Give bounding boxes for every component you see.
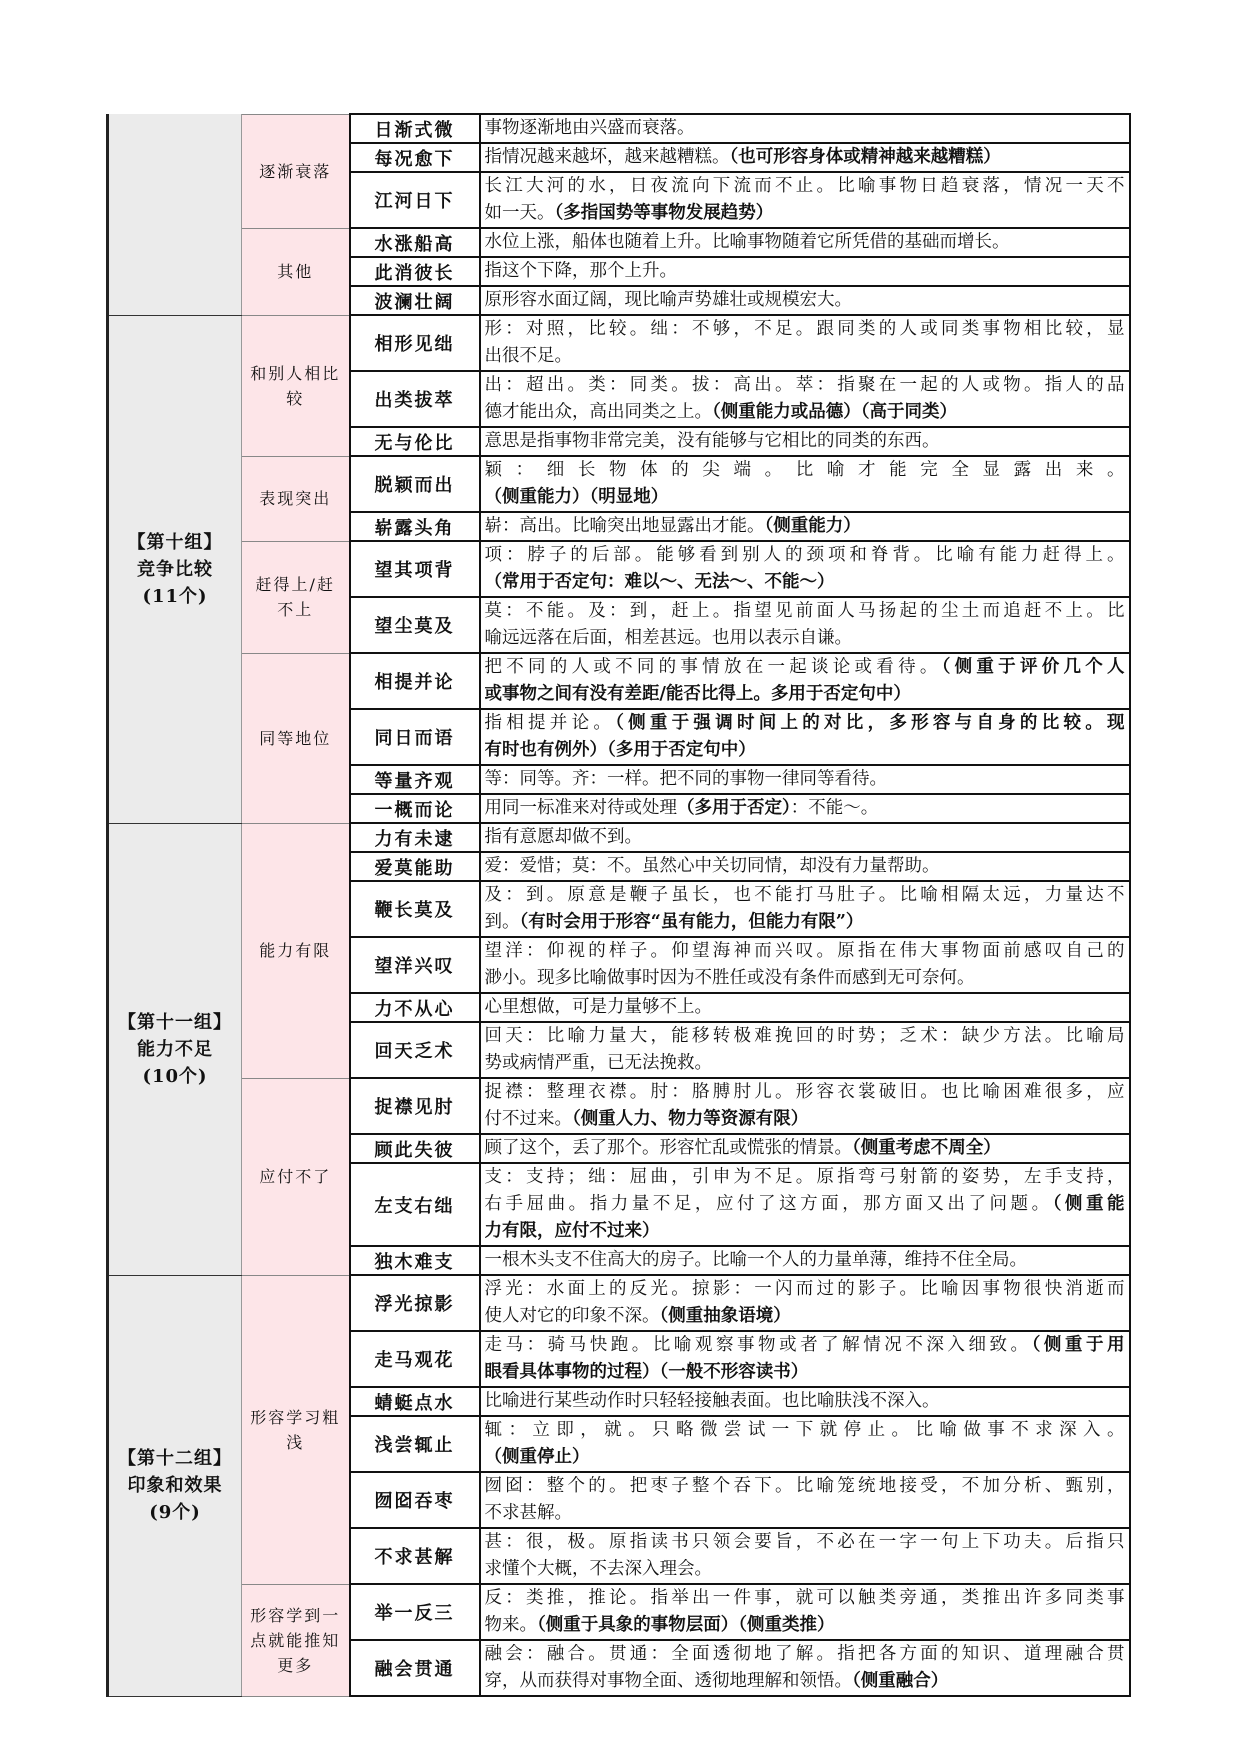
definition-line bbox=[485, 938, 1125, 965]
definition-line bbox=[485, 598, 1125, 625]
definition-cell bbox=[480, 993, 1130, 1022]
note-text: （侧重能力） bbox=[764, 516, 861, 536]
idiom-cell: 波澜壮阔 bbox=[350, 286, 480, 315]
definition-line bbox=[485, 372, 1125, 399]
definition-text: 水位上涨，船体也随着上升。比喻事物随着它所凭借的基础而增长。 bbox=[484, 232, 1010, 252]
table-row bbox=[108, 1584, 1130, 1640]
definition-cell bbox=[480, 1078, 1130, 1134]
definition-text: 莫：不能。及：到，赶上。指望见前面人马扬起的尘土而追赶不上。比 bbox=[484, 601, 1125, 621]
definition-text: 融会：融合。贯通：全面透彻地了解。指把各方面的知识、道理融合贯 bbox=[484, 1644, 1125, 1664]
definition-cell bbox=[480, 228, 1130, 257]
idiom-cell: 相提并论 bbox=[350, 653, 480, 709]
definition-line bbox=[485, 824, 1125, 851]
definition-text: 一根木头支不住高大的房子。比喻一个人的力量单薄，维持不住全局。 bbox=[484, 1250, 1027, 1270]
definition-text: 指相提并论。 bbox=[484, 713, 616, 733]
definition-text: 囫囵：整个的。把枣子整个吞下。比喻笼统地接受，不加分析、甄别， bbox=[484, 1476, 1125, 1496]
definition-text: 指这个下降，那个上升。 bbox=[484, 261, 677, 281]
definition-line bbox=[485, 1303, 1125, 1330]
definition-text: 渺小。现多比喻做事时因为不胜任或没有条件而感到无可奈何。 bbox=[484, 968, 975, 988]
definition-line bbox=[485, 1612, 1125, 1639]
idiom-cell: 走马观花 bbox=[350, 1331, 480, 1387]
definition-line bbox=[485, 1556, 1125, 1583]
definition-cell bbox=[480, 456, 1130, 512]
definition-text: ：不能～。 bbox=[790, 798, 879, 818]
idiom-cell: 不求甚解 bbox=[350, 1528, 480, 1584]
idiom-cell: 举一反三 bbox=[350, 1584, 480, 1640]
definition-line bbox=[485, 1247, 1125, 1274]
definition-line bbox=[485, 1585, 1125, 1612]
note-text: （侧重融合） bbox=[852, 1671, 949, 1691]
group-label-line: 印象和效果 bbox=[127, 1475, 223, 1496]
definition-text: 到。 bbox=[484, 912, 520, 932]
note-text: （侧重能力）（明显地） bbox=[484, 487, 669, 507]
definition-text: 求懂个大概，不去深入理会。 bbox=[484, 1559, 712, 1579]
subcategory-cell: 能力有限 bbox=[242, 823, 350, 1078]
note-text: （侧重于强调时间上的对比，多形容与自身的比较。现 bbox=[615, 713, 1125, 733]
subcategory-cell: 表现突出 bbox=[242, 456, 350, 541]
definition-line bbox=[485, 1444, 1125, 1471]
definition-cell bbox=[480, 541, 1130, 597]
table-row bbox=[108, 114, 1130, 143]
definition-text: 如一天。 bbox=[484, 203, 555, 223]
subcategory-cell: 赶得上/赶不上 bbox=[242, 541, 350, 653]
definition-line bbox=[485, 316, 1125, 343]
definition-text: 长江大河的水，日夜流向下流而不止。比喻事物日趋衰落，情况一天不 bbox=[484, 176, 1125, 196]
definition-line bbox=[485, 200, 1125, 227]
definition-text: 支：支持；绌：屈曲，引申为不足。原指弯弓射箭的姿势，左手支持， bbox=[484, 1167, 1125, 1187]
definition-text: 物来。 bbox=[484, 1615, 537, 1635]
definition-text: 出：超出。类：同类。拔：高出。萃：指聚在一起的人或物。指人的品 bbox=[484, 375, 1125, 395]
idiom-cell: 一概而论 bbox=[350, 794, 480, 823]
definition-cell bbox=[480, 823, 1130, 852]
idiom-cell: 蜻蜓点水 bbox=[350, 1387, 480, 1416]
definition-line bbox=[485, 994, 1125, 1021]
definition-line bbox=[485, 399, 1125, 426]
idiom-cell: 等量齐观 bbox=[350, 765, 480, 794]
definition-text: 浮光：水面上的反光。掠影：一闪而过的影子。比喻因事物很快消逝而 bbox=[484, 1279, 1125, 1299]
definition-cell bbox=[480, 1134, 1130, 1163]
subcategory-cell: 同等地位 bbox=[242, 653, 350, 823]
definition-cell bbox=[480, 653, 1130, 709]
table-row bbox=[108, 228, 1130, 257]
definition-text: 走马：骑马快跑。比喻观察事物或者了解情况不深入细致。 bbox=[484, 1335, 1032, 1355]
definition-text: 喻远远落在后面，相差甚远。也用以表示自谦。 bbox=[484, 628, 852, 648]
note-text: （侧重于具象的事物层面）（侧重类推） bbox=[537, 1615, 835, 1635]
definition-line bbox=[485, 1500, 1125, 1527]
definition-line bbox=[485, 1359, 1125, 1386]
definition-text: 事物逐渐地由兴盛而衰落。 bbox=[484, 118, 695, 138]
idiom-cell: 望尘莫及 bbox=[350, 597, 480, 653]
idiom-cell: 浮光掠影 bbox=[350, 1275, 480, 1331]
note-text: 或事物之间有没有差距/能否比得上。多用于否定句中） bbox=[484, 684, 911, 704]
idiom-cell: 囫囵吞枣 bbox=[350, 1472, 480, 1528]
group-label-line: 竞争比较 bbox=[137, 558, 213, 580]
definition-line bbox=[485, 229, 1125, 256]
group-label-line: (9个) bbox=[149, 1502, 201, 1523]
definition-line bbox=[485, 484, 1125, 511]
definition-text: 使人对它的印象不深。 bbox=[484, 1306, 660, 1326]
definition-line bbox=[485, 737, 1125, 764]
definition-cell bbox=[480, 512, 1130, 541]
note-text: 力有限，应付不过来） bbox=[484, 1221, 660, 1241]
idiom-cell: 脱颖而出 bbox=[350, 456, 480, 512]
definition-line bbox=[485, 909, 1125, 936]
definition-cell bbox=[480, 765, 1130, 794]
definition-line bbox=[485, 258, 1125, 285]
definition-cell bbox=[480, 371, 1130, 427]
table-row bbox=[108, 315, 1130, 371]
definition-cell bbox=[480, 143, 1130, 172]
definition-text: 反：类推，推论。指举出一件事，就可以触类旁通，类推出许多同类事 bbox=[484, 1588, 1125, 1608]
definition-line bbox=[485, 1106, 1125, 1133]
definition-line bbox=[485, 1218, 1125, 1245]
group-cell bbox=[108, 1275, 242, 1696]
definition-cell bbox=[480, 427, 1130, 456]
idiom-cell: 同日而语 bbox=[350, 709, 480, 765]
idiom-cell: 江河日下 bbox=[350, 172, 480, 228]
definition-text: 指有意愿却做不到。 bbox=[484, 827, 642, 847]
definition-cell bbox=[480, 597, 1130, 653]
definition-cell bbox=[480, 1022, 1130, 1078]
definition-text: 用同一标准来对待或处理 bbox=[484, 798, 677, 818]
group-label-line: 【第十二组】 bbox=[118, 1448, 232, 1469]
definition-line bbox=[485, 115, 1125, 142]
definition-line bbox=[485, 144, 1125, 171]
definition-text: 势或病情严重，已无法挽救。 bbox=[484, 1053, 712, 1073]
definition-cell bbox=[480, 315, 1130, 371]
group-label-line: 【第十一组】 bbox=[118, 1011, 232, 1033]
note-text: 眼看具体事物的过程）（一般不形容读书） bbox=[484, 1362, 809, 1382]
definition-line bbox=[485, 542, 1125, 569]
note-text: （侧重人力、物力等资源有限） bbox=[572, 1109, 809, 1129]
definition-line bbox=[485, 1079, 1125, 1106]
definition-cell bbox=[480, 1472, 1130, 1528]
idiom-cell: 独木难支 bbox=[350, 1246, 480, 1275]
idiom-cell: 望其项背 bbox=[350, 541, 480, 597]
definition-text: 颖：细长物体的尖端。比喻才能完全显露出来。 bbox=[484, 460, 1125, 480]
definition-line bbox=[485, 1050, 1125, 1077]
definition-line bbox=[485, 173, 1125, 200]
idiom-cell: 相形见绌 bbox=[350, 315, 480, 371]
definition-text: 望洋：仰视的样子。仰望海神而兴叹。原指在伟大事物面前感叹自己的 bbox=[484, 941, 1125, 961]
definition-line bbox=[485, 457, 1125, 484]
idiom-cell: 无与伦比 bbox=[350, 427, 480, 456]
note-text: （侧重考虑不周全） bbox=[852, 1138, 1001, 1158]
subcategory-cell: 形容学习粗浅 bbox=[242, 1275, 350, 1584]
definition-text: 比喻进行某些动作时只轻轻接触表面。也比喻肤浅不深入。 bbox=[484, 1391, 940, 1411]
note-text: （侧重能力或品德）（高于同类） bbox=[712, 402, 957, 422]
group-cell bbox=[108, 823, 242, 1275]
definition-line bbox=[485, 1164, 1125, 1191]
note-text: （有时会用于形容“虽有能力，但能力有限”） bbox=[519, 912, 864, 932]
definition-text: 甚：很，极。原指读书只领会要旨，不必在一字一句上下功夫。后指只 bbox=[484, 1532, 1125, 1552]
definition-text: 德才能出众，高出同类之上。 bbox=[484, 402, 712, 422]
definition-line bbox=[485, 795, 1125, 822]
definition-cell bbox=[480, 937, 1130, 993]
definition-cell bbox=[480, 794, 1130, 823]
idiom-cell: 回天乏术 bbox=[350, 1022, 480, 1078]
definition-line bbox=[485, 343, 1125, 370]
note-text: （多用于否定） bbox=[677, 798, 791, 818]
group-label-line: 能力不足 bbox=[137, 1038, 213, 1060]
definition-line bbox=[485, 1191, 1125, 1218]
definition-cell bbox=[480, 1275, 1130, 1331]
definition-text: 右手屈曲。指力量不足，应付了这方面，那方面又出了问题。 bbox=[484, 1194, 1053, 1214]
definition-line bbox=[485, 513, 1125, 540]
group-label-line: 【第十组】 bbox=[127, 531, 223, 553]
definition-text: 等：同等。齐：一样。把不同的事物一律同等看待。 bbox=[484, 769, 887, 789]
group-label-line: (10个) bbox=[142, 1065, 208, 1087]
definition-text: 穿，从而获得对事物全面、透彻地理解和领悟。 bbox=[484, 1671, 852, 1691]
note-text: （侧重于评价几个人 bbox=[941, 657, 1125, 677]
definition-line bbox=[485, 853, 1125, 880]
definition-line bbox=[485, 1473, 1125, 1500]
definition-text: 原形容水面辽阔，现比喻声势雄壮或规模宏大。 bbox=[484, 290, 852, 310]
definition-line bbox=[485, 766, 1125, 793]
definition-line bbox=[485, 681, 1125, 708]
group-label-line: (11个) bbox=[142, 585, 208, 607]
idiom-cell: 力不从心 bbox=[350, 993, 480, 1022]
definition-line bbox=[485, 1135, 1125, 1162]
definition-text: 出很不足。 bbox=[484, 346, 572, 366]
definition-line bbox=[485, 1332, 1125, 1359]
definition-cell bbox=[480, 1331, 1130, 1387]
definition-line bbox=[485, 1023, 1125, 1050]
definition-line bbox=[485, 1529, 1125, 1556]
subcategory-cell: 和别人相比较 bbox=[242, 315, 350, 456]
note-text: （侧重抽象语境） bbox=[659, 1306, 791, 1326]
group-cell bbox=[108, 315, 242, 823]
definition-cell bbox=[480, 1528, 1130, 1584]
table-row bbox=[108, 653, 1130, 709]
definition-line bbox=[485, 654, 1125, 681]
subcategory-cell: 逐渐衰落 bbox=[242, 114, 350, 228]
idiom-cell: 捉襟见肘 bbox=[350, 1078, 480, 1134]
definition-text: 付不过来。 bbox=[484, 1109, 572, 1129]
definition-line bbox=[485, 428, 1125, 455]
definition-cell bbox=[480, 1387, 1130, 1416]
definition-cell bbox=[480, 172, 1130, 228]
definition-text: 项：脖子的后部。能够看到别人的颈项和脊背。比喻有能力赶得上。 bbox=[484, 545, 1125, 565]
table-row bbox=[108, 823, 1130, 852]
definition-cell bbox=[480, 1640, 1130, 1696]
definition-text: 心里想做，可是力量够不上。 bbox=[484, 997, 712, 1017]
definition-text: 辄：立即，就。只略微尝试一下就停止。比喻做事不求深入。 bbox=[484, 1420, 1125, 1440]
note-text: （侧重停止） bbox=[484, 1447, 590, 1467]
definition-line bbox=[485, 569, 1125, 596]
definition-cell bbox=[480, 1584, 1130, 1640]
subcategory-cell: 形容学到一点就能推知更多 bbox=[242, 1584, 350, 1696]
definition-cell bbox=[480, 881, 1130, 937]
idiom-cell: 出类拔萃 bbox=[350, 371, 480, 427]
definition-line bbox=[485, 965, 1125, 992]
definition-cell bbox=[480, 257, 1130, 286]
definition-cell bbox=[480, 286, 1130, 315]
subcategory-cell: 其他 bbox=[242, 228, 350, 315]
table-row bbox=[108, 1078, 1130, 1134]
idiom-cell: 力有未逮 bbox=[350, 823, 480, 852]
definition-text: 捉襟：整理衣襟。肘：胳膊肘儿。形容衣裳破旧。也比喻困难很多，应 bbox=[484, 1082, 1125, 1102]
definition-line bbox=[485, 1417, 1125, 1444]
definition-text: 指情况越来越坏，越来越糟糕。 bbox=[484, 147, 730, 167]
definition-text: 形：对照，比较。绌：不够，不足。跟同类的人或同类事物相比较，显 bbox=[484, 319, 1125, 339]
table-row bbox=[108, 541, 1130, 597]
definition-line bbox=[485, 287, 1125, 314]
definition-line bbox=[485, 882, 1125, 909]
definition-line bbox=[485, 625, 1125, 652]
idiom-cell: 崭露头角 bbox=[350, 512, 480, 541]
idiom-cell: 融会贯通 bbox=[350, 1640, 480, 1696]
note-text: （也可形容身体或精神越来越糟糕） bbox=[729, 147, 1001, 167]
definition-text: 意思是指事物非常完美，没有能够与它相比的同类的东西。 bbox=[484, 431, 940, 451]
note-text: 有时也有例外）（多用于否定句中） bbox=[484, 740, 756, 760]
idiom-cell: 日渐式微 bbox=[350, 114, 480, 143]
idiom-cell: 爱莫能助 bbox=[350, 852, 480, 881]
idiom-cell: 望洋兴叹 bbox=[350, 937, 480, 993]
idiom-cell: 水涨船高 bbox=[350, 228, 480, 257]
definition-text: 崭：高出。比喻突出地显露出才能。 bbox=[484, 516, 765, 536]
idiom-cell: 顾此失彼 bbox=[350, 1134, 480, 1163]
definition-cell bbox=[480, 114, 1130, 143]
table-row bbox=[108, 456, 1130, 512]
definition-line bbox=[485, 1388, 1125, 1415]
definition-text: 把不同的人或不同的事情放在一起谈论或看待。 bbox=[484, 657, 942, 677]
idiom-table bbox=[106, 113, 1131, 1697]
definition-text: 回天：比喻力量大，能移转极难挽回的时势；乏术：缺少方法。比喻局 bbox=[484, 1026, 1125, 1046]
definition-line bbox=[485, 1668, 1125, 1695]
idiom-cell: 鞭长莫及 bbox=[350, 881, 480, 937]
definition-text: 顾了这个，丢了那个。形容忙乱或慌张的情景。 bbox=[484, 1138, 852, 1158]
definition-cell bbox=[480, 852, 1130, 881]
definition-text: 爱：爱惜；莫：不。虽然心中关切同情，却没有力量帮助。 bbox=[484, 856, 940, 876]
definition-line bbox=[485, 710, 1125, 737]
definition-text: 不求甚解。 bbox=[484, 1503, 572, 1523]
note-text: （侧重能 bbox=[1052, 1194, 1125, 1214]
definition-cell bbox=[480, 1416, 1130, 1472]
table-row bbox=[108, 1275, 1130, 1331]
idiom-cell: 浅尝辄止 bbox=[350, 1416, 480, 1472]
definition-cell bbox=[480, 1163, 1130, 1246]
note-text: （常用于否定句：难以～、无法～、不能～） bbox=[484, 572, 835, 592]
group-cell bbox=[108, 114, 242, 315]
definition-line bbox=[485, 1276, 1125, 1303]
subcategory-cell: 应付不了 bbox=[242, 1078, 350, 1275]
definition-cell bbox=[480, 709, 1130, 765]
note-text: （侧重于用 bbox=[1031, 1335, 1125, 1355]
idiom-cell: 左支右绌 bbox=[350, 1163, 480, 1246]
definition-cell bbox=[480, 1246, 1130, 1275]
definition-line bbox=[485, 1641, 1125, 1668]
idiom-cell: 每况愈下 bbox=[350, 143, 480, 172]
definition-text: 及：到。原意是鞭子虽长，也不能打马肚子。比喻相隔太远，力量达不 bbox=[484, 885, 1125, 905]
note-text: （多指国势等事物发展趋势） bbox=[554, 203, 774, 223]
idiom-cell: 此消彼长 bbox=[350, 257, 480, 286]
